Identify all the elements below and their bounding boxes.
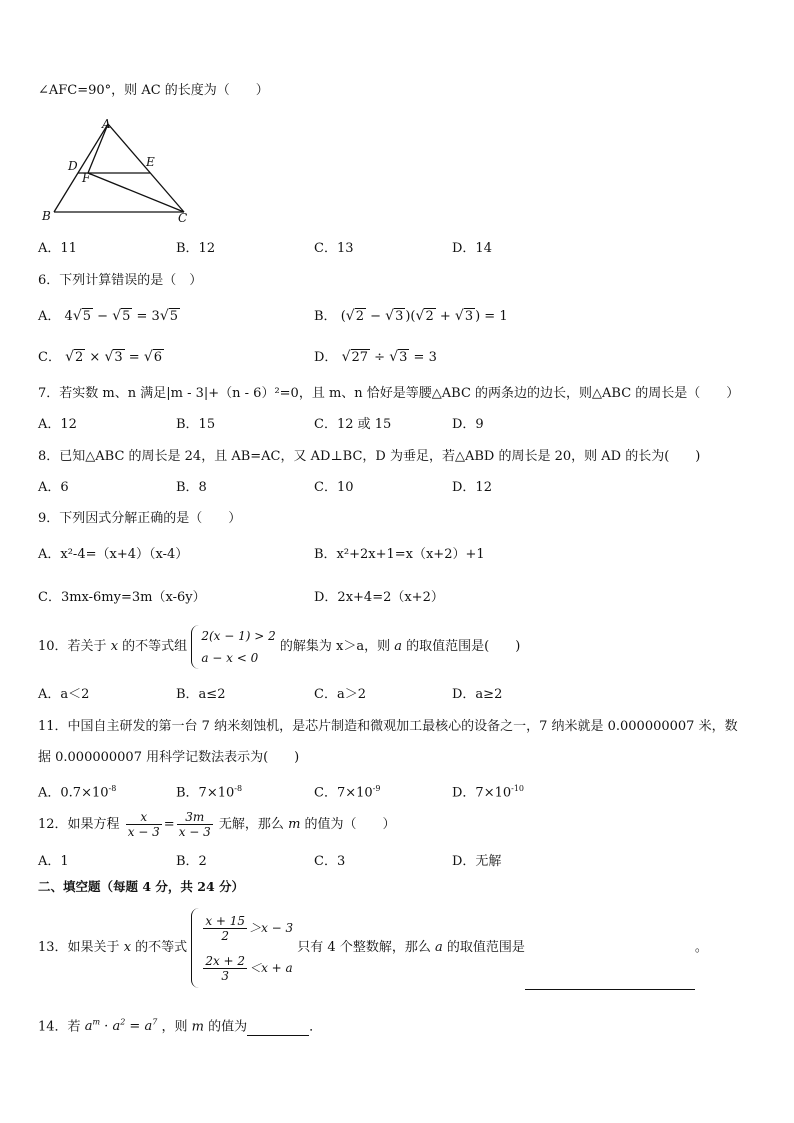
q13-stem-e: 。 [694,940,708,955]
q6-option-d[interactable] [314,348,437,367]
q7-stem: 7．若实数 m、n 满足|m - 3|+（n - 6）²=0，且 m、n 恰好是等腰△ABC 的两条边的边长，则△ABC 的周长是（ ） [38,386,740,401]
q10-var-a: a [394,639,402,654]
q7-option-d[interactable]: D．9 [452,417,484,432]
triangle-figure [36,116,196,228]
q11-line-1: 11．中国自主研发的第一台 7 纳米刻蚀机，是芯片制造和微观加工最核心的设备之一，7 纳米就是 0.000000007 米，数 [38,719,738,734]
q12-option-a[interactable]: A．1 [38,854,69,869]
q13-ineq-2 [201,948,293,988]
q10-option-a[interactable]: A．a＜2 [38,687,90,702]
q5-option-b[interactable]: B．12 [176,241,216,256]
q11-option-b[interactable] [176,780,242,802]
q10-ineq-2: a − x < 0 [201,650,259,665]
q9-stem: 9．下列因式分解正确的是（ ） [38,511,242,526]
q9-option-c[interactable]: C．3mx-6my=3m（x-6y） [38,590,206,605]
q13-inequality-system [191,908,293,988]
q6-option-d-letter: D． [314,350,338,365]
q10-stem-d: 的取值范围是( ) [406,639,521,654]
q6-option-b[interactable] [314,307,508,326]
q13-ineq-1-num: x + 15 [205,913,246,928]
q13-ineq-2-rhs: ＜x + a [249,960,293,975]
q6-option-a-expr: 4√5 − √5 = 3√5 [64,308,179,324]
label-a: A [102,117,111,131]
q8-option-c[interactable]: C．10 [314,480,354,495]
q13-var-x: x [123,940,132,955]
q9-option-b[interactable]: B．x²+2x+1=x（x+2）+1 [314,547,485,562]
q7-option-a[interactable]: A．12 [38,417,77,432]
q11-option-d[interactable] [452,780,524,802]
q11-option-c-base: C．7×10 [314,785,373,801]
q10-stem [38,624,520,670]
q13-stem-d: 的取值范围是 [446,940,525,955]
q14-stem-a: 14．若 [38,1019,81,1035]
q10-option-b[interactable]: B．a≤2 [176,687,226,702]
q14-stem-d: ． [309,1019,323,1035]
q9-option-a[interactable]: A．x²-4=（x+4）（x-4） [38,547,189,562]
q10-stem-c: 的解集为 x＞a，则 [279,639,391,654]
q14-expression: $a^m \cdot a^2 = a^7$ [84,1018,158,1035]
q6-stem: 6．下列计算错误的是（ ） [38,273,203,288]
q7-option-b[interactable]: B．15 [176,417,216,432]
q5-stem-tail: ∠AFC=90°，则 AC 的长度为（ ） [38,83,269,98]
q13-ineq-2-frac [203,954,247,983]
q8-stem: 8．已知△ABC 的周长是 24，且 AB=AC，又 AD⊥BC，D 为垂足，若△ABD 的周长是 20，则 AD 的长为( ) [38,449,701,464]
q13-stem [38,906,708,990]
q13-stem-b: 的不等式 [135,940,188,955]
q12-right-den: x − 3 [178,825,211,839]
q5-option-d[interactable]: D．14 [452,241,492,256]
q10-var-x: x [110,639,119,654]
q11-option-a[interactable] [38,780,116,802]
q6-option-d-expr: √27 ÷ √3 = 3 [341,349,437,365]
q7-option-c[interactable]: C．12 或 15 [314,417,392,432]
q11-option-a-base: A．0.7×10 [38,785,109,801]
q8-option-a[interactable]: A．6 [38,480,69,495]
q10-stem-a: 10．若关于 [38,639,107,654]
q13-ineq-1-frac [203,914,247,943]
label-d: D [68,159,78,173]
q14-stem [38,1014,322,1036]
q5-option-c[interactable]: C．13 [314,241,354,256]
q10-inequality-system [191,625,275,669]
q14-stem-b: ，则 [161,1019,188,1035]
q11-option-c[interactable] [314,780,380,802]
q11-option-d-exp: -10 [511,784,525,793]
q10-option-d[interactable]: D．a≥2 [452,687,503,702]
q11-option-c-exp: -9 [372,784,381,793]
q10-ineq-1: 2(x − 1) > 2 [201,628,276,643]
q5-option-a[interactable]: A．11 [38,241,77,256]
q13-ineq-2-den: 3 [221,968,230,983]
q12-left-den: x − 3 [127,825,160,839]
q13-ineq-1-rhs: ＞x − 3 [249,920,294,935]
q11-option-d-base: D．7×10 [452,785,512,801]
q13-stem-a: 13．如果关于 [38,940,120,955]
q12-stem: 12．如果方程 $\frac{x}{x - 3}$ = $\frac{3m}{x - 3}$ 无解，那么 m 的值为（ ） [38,810,396,839]
q12-right-fraction [177,810,213,839]
q14-answer-blank[interactable] [247,1021,309,1036]
q12-right-num: 3m [177,810,213,825]
q13-answer-blank[interactable] [525,975,695,990]
q6-option-c-expr: √2 × √3 = √6 [65,349,163,365]
q14-stem-c: 的值为 [208,1019,248,1035]
q12-option-c[interactable]: C．3 [314,854,346,869]
label-f: F [82,171,91,185]
q10-stem-b: 的不等式组 [122,639,188,654]
q10-option-c[interactable]: C．a＞2 [314,687,366,702]
label-c: C [178,211,188,225]
q6-option-a[interactable] [38,307,180,326]
q13-ineq-1 [201,908,293,948]
q6-option-b-letter: B． [314,309,337,324]
q14-var-m: m [191,1019,204,1035]
q12-var-m: m [288,817,301,832]
q13-ineq-2-num: 2x + 2 [205,953,246,968]
q12-stem-a: 12．如果方程 [38,817,120,832]
q6-option-c[interactable] [38,348,164,367]
q12-stem-c: 的值为（ ） [304,817,396,832]
q8-option-d[interactable]: D．12 [452,480,492,495]
q13-stem-c: 只有 4 个整数解，那么 [297,940,431,955]
q8-option-b[interactable]: B．8 [176,480,207,495]
q12-option-b[interactable]: B．2 [176,854,207,869]
section-2-title: 二、填空题（每题 4 分，共 24 分） [38,879,245,894]
q11-option-b-exp: -8 [234,784,243,793]
q11-option-a-exp: -8 [108,784,117,793]
label-b: B [42,209,51,223]
q13-var-a: a [434,940,443,955]
q12-left-num: x [126,810,162,825]
q13-ineq-1-den: 2 [221,928,230,943]
q12-stem-b: 无解，那么 [218,817,284,832]
label-e: E [146,155,155,169]
q6-option-a-letter: A． [38,309,61,324]
q11-line-2: 据 0.000000007 用科学记数法表示为( ) [38,750,300,765]
q12-option-d[interactable]: D．无解 [452,854,502,869]
q6-option-b-expr: (√2 − √3 )(√2 + √3 ) = 1 [340,308,508,324]
q9-option-d[interactable]: D．2x+4=2（x+2） [314,590,444,605]
q11-option-b-base: B．7×10 [176,785,235,801]
q6-option-c-letter: C． [38,350,61,365]
q12-left-fraction [126,810,162,839]
